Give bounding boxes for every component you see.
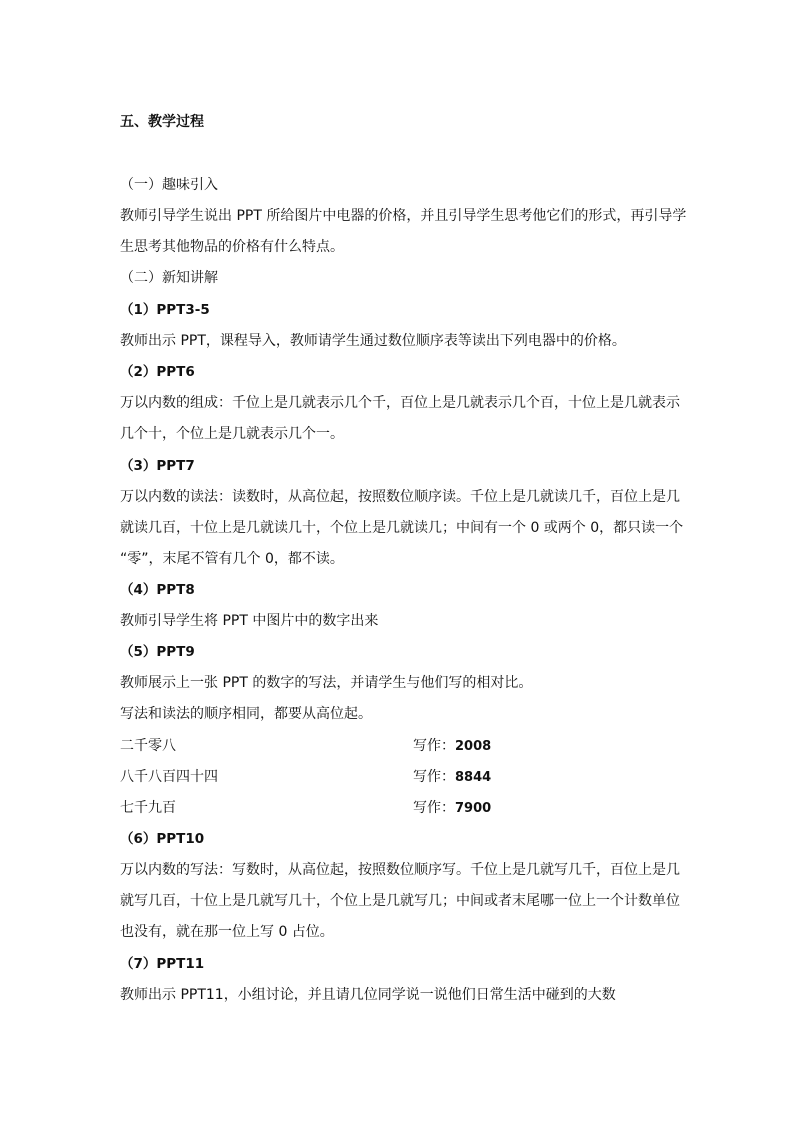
subsection-label: （7）PPT11 [120, 956, 205, 972]
paragraph-line: 也没有，就在那一位上写 0 占位。 [120, 924, 334, 940]
part2-heading: （二）新知讲解 [120, 270, 218, 286]
example-words: 八千八百四十四 [120, 769, 218, 785]
subsection-label: （6）PPT10 [120, 831, 205, 847]
paragraph-line: 教师引导学生将 PPT 中图片中的数字出来 [120, 613, 379, 629]
example-written [413, 798, 491, 819]
paragraph-line: 万以内数的写法：写数时，从高位起，按照数位顺序写。千位上是几就写几千，百位上是几 [120, 862, 680, 878]
part1-heading: （一）趣味引入 [120, 177, 218, 193]
subsection-label: （1）PPT3-5 [120, 302, 210, 318]
paragraph-line: 写法和读法的顺序相同，都要从高位起。 [120, 706, 372, 722]
example-written [413, 767, 491, 788]
example-value: 2008 [455, 739, 492, 754]
paragraph-line: 教师展示上一张 PPT 的数字的写法，并请学生与他们写的相对比。 [120, 675, 533, 691]
example-words: 七千九百 [120, 800, 176, 816]
paragraph-line: 就写几百，十位上是几就写几十，个位上是几就写几；中间或者末尾哪一位上一个计数单位 [120, 893, 680, 909]
subsection-label: （5）PPT9 [120, 644, 195, 660]
example-value: 8844 [455, 770, 492, 785]
paragraph-line: 万以内数的读法：读数时，从高位起，按照数位顺序读。千位上是几就读几千，百位上是几 [120, 489, 680, 505]
paragraph-line: 生思考其他物品的价格有什么特点。 [120, 239, 344, 255]
example-words: 二千零八 [120, 738, 176, 754]
example-prefix: 写作： [413, 769, 455, 785]
example-prefix: 写作： [413, 738, 455, 754]
subsection-label: （4）PPT8 [120, 582, 195, 598]
section-title: 五、教学过程 [120, 114, 204, 130]
example-prefix: 写作： [413, 800, 455, 816]
paragraph-line: 几个十，个位上是几就表示几个一。 [120, 426, 344, 442]
example-written [413, 736, 491, 757]
paragraph-line: 教师引导学生说出 PPT 所给图片中电器的价格，并且引导学生思考他它们的形式，再引导学 [120, 208, 687, 224]
paragraph-line: 就读几百，十位上是几就读几十，个位上是几就读几；中间有一个 0 或两个 0，都只读一个 [120, 520, 684, 536]
paragraph-line: 教师出示 PPT，课程导入，教师请学生通过数位顺序表等读出下列电器中的价格。 [120, 333, 626, 349]
paragraph-line: 教师出示 PPT11，小组讨论，并且请几位同学说一说他们日常生活中碰到的大数 [120, 987, 616, 1003]
subsection-label: （3）PPT7 [120, 458, 195, 474]
paragraph-line: “零”，末尾不管有几个 0，都不读。 [120, 551, 344, 567]
example-value: 7900 [455, 801, 492, 816]
paragraph-line: 万以内数的组成：千位上是几就表示几个千，百位上是几就表示几个百，十位上是几就表示 [120, 395, 680, 411]
subsection-label: （2）PPT6 [120, 364, 195, 380]
